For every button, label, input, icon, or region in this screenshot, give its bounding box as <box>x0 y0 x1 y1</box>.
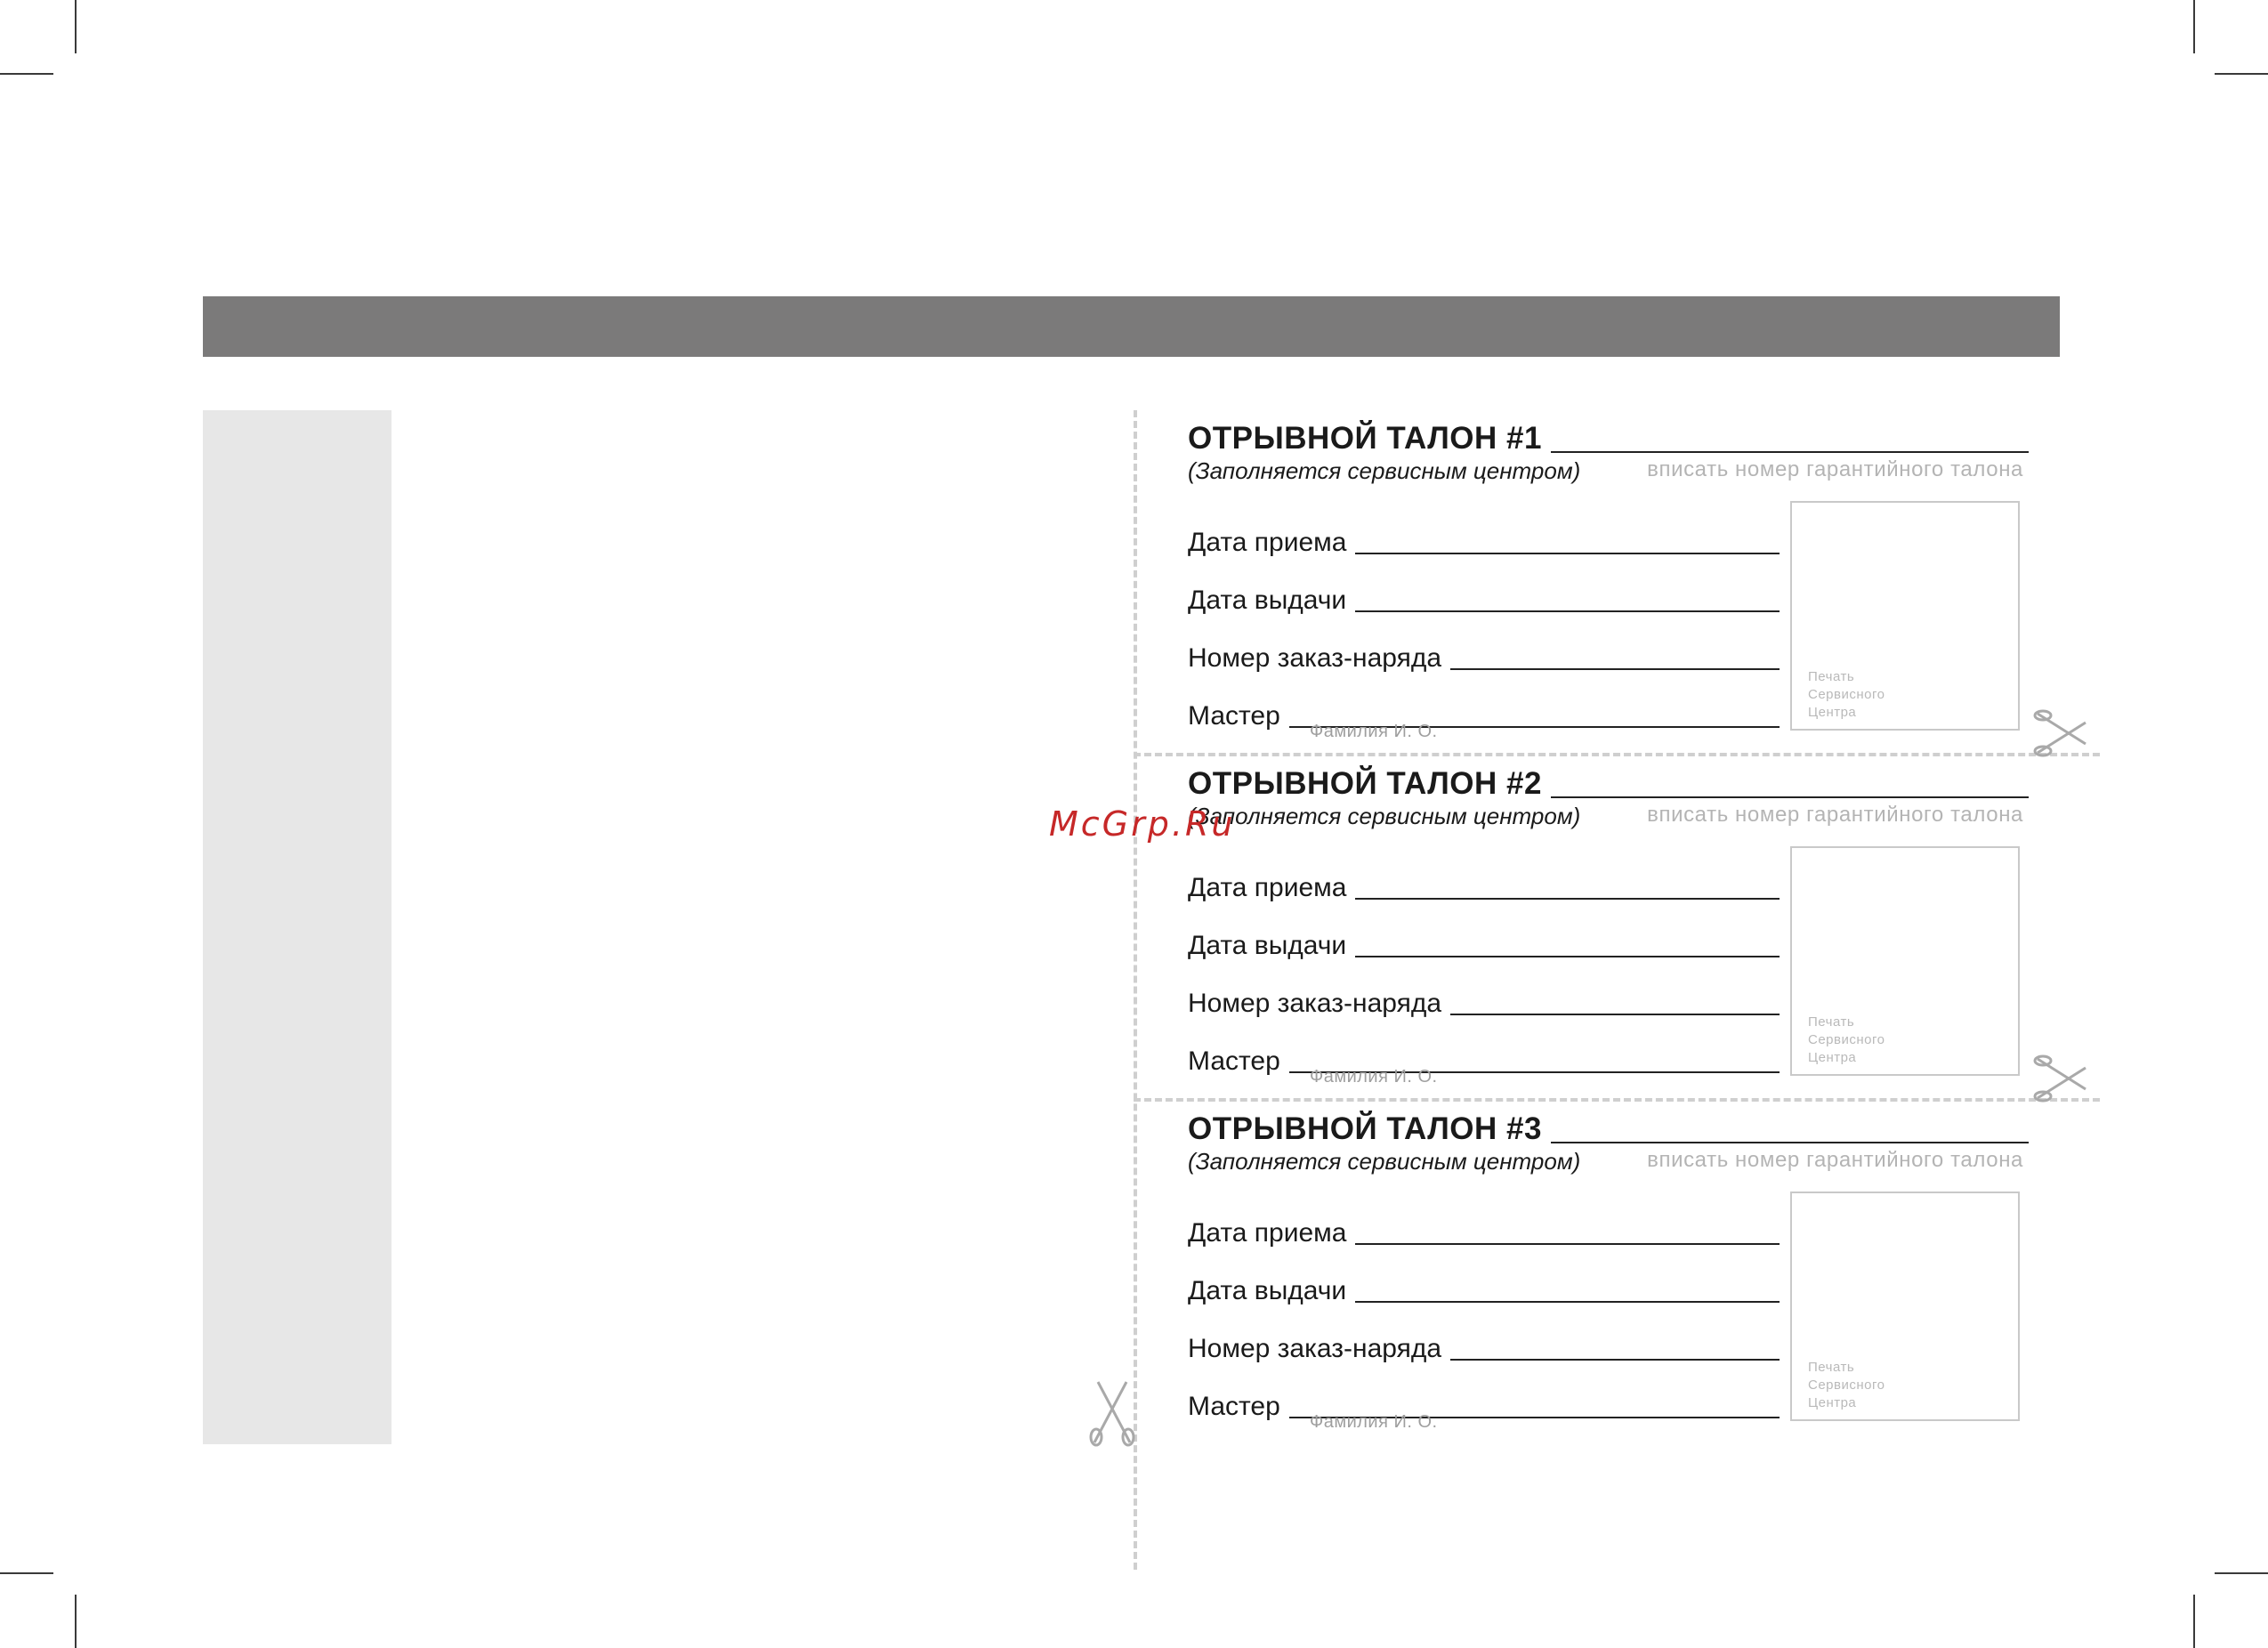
coupon-title: ОТРЫВНОЙ ТАЛОН #2 <box>1188 766 1542 801</box>
side-panel <box>203 410 391 1444</box>
stamp-box <box>1790 1192 2020 1421</box>
scissors-icon <box>2032 1054 2094 1103</box>
warranty-number-hint: вписать номер гарантийного талона <box>1647 1148 2023 1172</box>
field-master[interactable] <box>1188 696 1780 731</box>
field-issue-date[interactable] <box>1188 925 1780 961</box>
scissors-icon <box>2032 708 2094 758</box>
coupon-subtitle: (Заполняется сервисным центром) <box>1188 1148 1581 1175</box>
tear-off-coupon-3 <box>1188 1101 2029 1446</box>
field-blank-line[interactable] <box>1450 1013 1780 1015</box>
tear-off-coupon-2 <box>1188 755 2029 1101</box>
field-blank-line[interactable] <box>1355 610 1780 612</box>
field-order-number[interactable] <box>1188 1329 1780 1364</box>
coupon-subtitle: (Заполняется сервисным центром) <box>1188 457 1581 484</box>
field-order-number[interactable] <box>1188 983 1780 1019</box>
field-receive-date[interactable] <box>1188 522 1780 558</box>
field-label: Дата выдачи <box>1188 1276 1347 1305</box>
field-label: Дата выдачи <box>1188 931 1347 960</box>
master-name-hint: Фамилия И. О. <box>1310 722 1438 741</box>
crop-mark <box>75 1595 77 1648</box>
field-blank-line[interactable] <box>1355 552 1780 554</box>
stamp-label: Печать Сервисного Центра <box>1808 669 1885 720</box>
crop-mark <box>0 73 53 75</box>
field-master[interactable] <box>1188 1386 1780 1422</box>
field-label: Дата приема <box>1188 873 1347 902</box>
crop-mark <box>0 1572 53 1574</box>
master-name-hint: Фамилия И. О. <box>1310 1412 1438 1432</box>
crop-mark <box>2215 1572 2268 1574</box>
field-blank-line[interactable] <box>1450 667 1780 670</box>
warranty-number-line[interactable] <box>1551 451 2029 453</box>
stamp-label: Печать Сервисного Центра <box>1808 1014 1885 1065</box>
field-label: Мастер <box>1188 701 1280 731</box>
field-label: Мастер <box>1188 1392 1280 1421</box>
field-blank-line[interactable] <box>1355 1242 1780 1245</box>
crop-mark <box>2193 1595 2195 1648</box>
scissors-icon <box>1087 1377 1137 1448</box>
field-label: Номер заказ-наряда <box>1188 643 1442 673</box>
stamp-label: Печать Сервисного Центра <box>1808 1360 1885 1410</box>
coupon-title: ОТРЫВНОЙ ТАЛОН #3 <box>1188 1111 1542 1146</box>
field-issue-date[interactable] <box>1188 1271 1780 1306</box>
field-blank-line[interactable] <box>1450 1358 1780 1361</box>
warranty-number-hint: вписать номер гарантийного талона <box>1647 457 2023 481</box>
field-receive-date[interactable] <box>1188 868 1780 903</box>
field-label: Дата приема <box>1188 528 1347 557</box>
watermark: McGrp.Ru <box>1049 804 1236 844</box>
field-label: Номер заказ-наряда <box>1188 1334 1442 1363</box>
field-label: Номер заказ-наряда <box>1188 989 1442 1018</box>
crop-mark <box>2193 0 2195 53</box>
coupon-title: ОТРЫВНОЙ ТАЛОН #1 <box>1188 421 1542 456</box>
field-label: Мастер <box>1188 1046 1280 1076</box>
field-blank-line[interactable] <box>1355 955 1780 957</box>
field-blank-line[interactable] <box>1355 1300 1780 1303</box>
field-label: Дата приема <box>1188 1218 1347 1248</box>
master-name-hint: Фамилия И. О. <box>1310 1067 1438 1087</box>
tear-off-coupon-1 <box>1188 410 2029 755</box>
coupon-subtitle: (Заполняется сервисным центром) <box>1188 803 1581 829</box>
field-issue-date[interactable] <box>1188 580 1780 616</box>
stamp-box <box>1790 501 2020 731</box>
header-bar <box>203 296 2060 357</box>
crop-mark <box>2215 73 2268 75</box>
crop-mark <box>75 0 77 53</box>
field-order-number[interactable] <box>1188 638 1780 674</box>
field-master[interactable] <box>1188 1041 1780 1077</box>
field-label: Дата выдачи <box>1188 586 1347 615</box>
field-blank-line[interactable] <box>1355 897 1780 900</box>
warranty-number-line[interactable] <box>1551 796 2029 798</box>
stamp-box <box>1790 846 2020 1076</box>
field-receive-date[interactable] <box>1188 1213 1780 1248</box>
warranty-number-hint: вписать номер гарантийного талона <box>1647 803 2023 827</box>
warranty-number-line[interactable] <box>1551 1142 2029 1143</box>
